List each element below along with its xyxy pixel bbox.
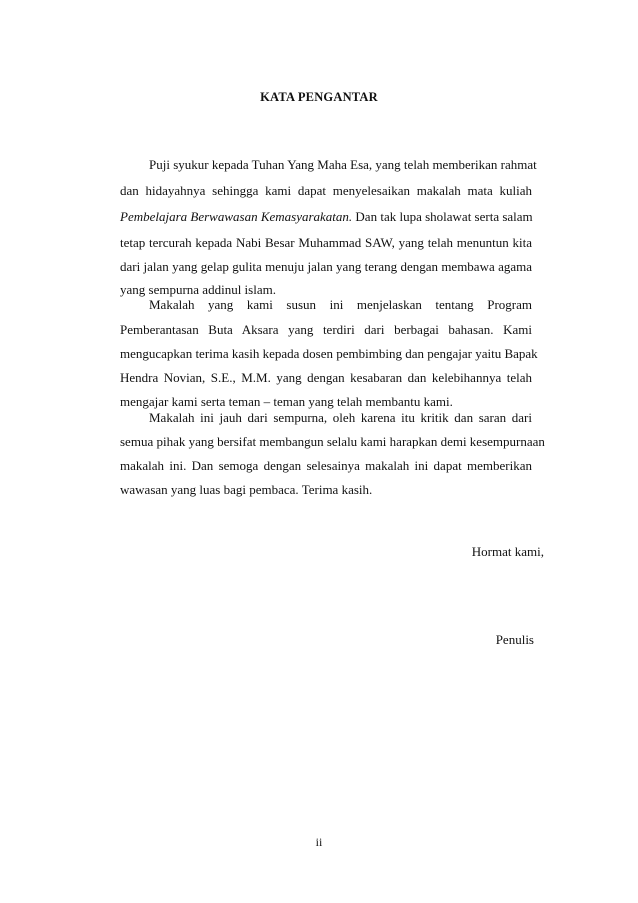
paragraph-3-line-2: semua pihak yang bersifat membangun selalu kami harapkan demi kesempurnaan bbox=[120, 434, 545, 449]
course-name-italic: Pembelajara Berwawasan Kemasyarakatan. bbox=[120, 209, 353, 224]
paragraph-3-line-1: Makalah ini jauh dari sempurna, oleh karena itu kritik dan saran dari bbox=[149, 410, 532, 425]
paragraph-1-line-3-rest: Dan tak lupa sholawat serta salam bbox=[352, 209, 533, 224]
signature-author: Penulis bbox=[495, 632, 534, 647]
closing-text: Hormat kami, bbox=[471, 544, 544, 559]
paragraph-2-line-3: mengucapkan terima kasih kepada dosen pembimbing dan pengajar yaitu Bapak bbox=[120, 346, 538, 361]
page-number: ii bbox=[315, 835, 323, 849]
paragraph-1-line-2: dan hidayahnya sehingga kami dapat menyelesaikan makalah mata kuliah bbox=[120, 183, 532, 198]
paragraph-2-line-1: Makalah yang kami susun ini menjelaskan tentang Program bbox=[149, 297, 532, 312]
page-title: KATA PENGANTAR bbox=[260, 90, 378, 104]
paragraph-2-line-5: mengajar kami serta teman – teman yang telah membantu kami. bbox=[120, 394, 453, 409]
paragraph-1-line-3 bbox=[120, 209, 532, 225]
paragraph-1-line-5: dari jalan yang gelap gulita menuju jalan yang terang dengan membawa agama bbox=[120, 259, 532, 274]
paragraph-3-line-3: makalah ini. Dan semoga dengan selesainya makalah ini dapat memberikan bbox=[120, 458, 532, 473]
paragraph-2-line-2: Pemberantasan Buta Aksara yang terdiri dari berbagai bahasan. Kami bbox=[120, 322, 532, 337]
paragraph-1-line-6: yang sempurna addinul islam. bbox=[120, 282, 276, 297]
paragraph-1-line-4: tetap tercurah kepada Nabi Besar Muhammad SAW, yang telah menuntun kita bbox=[120, 235, 532, 250]
paragraph-2-line-4: Hendra Novian, S.E., M.M. yang dengan kesabaran dan kelebihannya telah bbox=[120, 370, 532, 385]
paragraph-3-line-4: wawasan yang luas bagi pembaca. Terima kasih. bbox=[120, 482, 373, 497]
paragraph-1-line-1: Puji syukur kepada Tuhan Yang Maha Esa, yang telah memberikan rahmat bbox=[149, 157, 537, 172]
